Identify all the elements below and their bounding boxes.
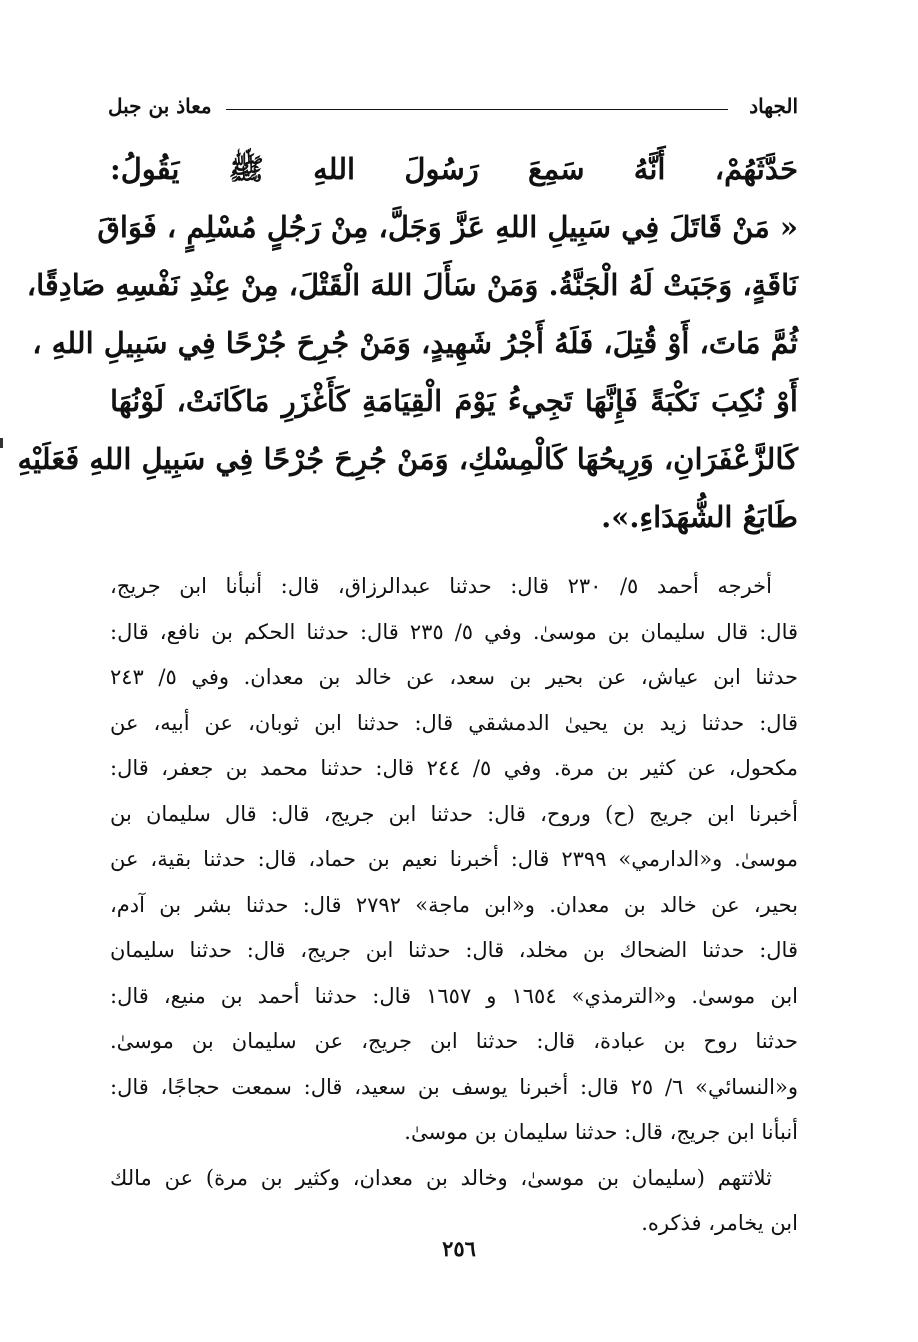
hadith-line: أَوْ نُكِبَ نَكْبَةً فَإِنَّهَا تَجِيءُ يَوْمَ الْقِيَامَةِ كَأَغْزَرِ مَاكَانَتْ، لَوْنُهَا	[110, 384, 798, 418]
takhrij-notes	[110, 564, 798, 1247]
header-rule	[226, 109, 728, 110]
note-line: أنبأنا ابن جريج، قال: حدثنا سليمان بن موسىٰ.	[404, 1120, 798, 1144]
hadith-text	[17, 140, 798, 546]
note-line: مكحول، عن كثير بن مرة. وفي ٥/ ٢٤٤ قال: حدثنا محمد بن جعفر، قال:	[110, 756, 798, 780]
chapter-title: الجهاد	[749, 94, 798, 118]
note-line: و«النسائي» ٦/ ٢٥ قال: أخبرنا يوسف بن سعيد، قال: سمعت حجاجًا، قال:	[110, 1074, 798, 1099]
note-line: قال: قال سليمان بن موسىٰ. وفي ٥/ ٢٣٥ قال: حدثنا الحكم بن نافع، قال:	[110, 619, 799, 644]
hadith-line: حَدَّثَهُمْ، أَنَّهُ سَمِعَ رَسُولَ اللهِ ﷺ يَقُولُ:	[110, 152, 798, 186]
hadith-line: كَالزَّعْفَرَانِ، وَرِيحُهَا كَالْمِسْكِ، وَمَنْ جُرِحَ جُرْحًا فِي سَبِيلِ اللهِ فَعَلَيْهِ	[17, 442, 798, 476]
note-line: بحير، عن خالد بن معدان. و«ابن ماجة» ٢٧٩٢ قال: حدثنا بشر بن آدم،	[110, 892, 798, 917]
note-line: ابن موسىٰ. و«الترمذي» ١٦٥٤ و ١٦٥٧ قال: حدثنا أحمد بن منيع، قال:	[110, 983, 798, 1008]
hadith-line: ثُمَّ مَاتَ، أَوْ قُتِلَ، فَلَهُ أَجْرُ شَهِيدٍ، وَمَنْ جُرِحَ جُرْحًا فِي سَبِيلِ اللهِ ،	[32, 326, 798, 360]
note-line: حدثنا ابن عياش، عن بحير بن سعد، عن خالد بن معدان. وفي ٥/ ٢٤٣	[110, 665, 798, 689]
running-header	[108, 92, 798, 122]
note-line: قال: حدثنا زيد بن يحيىٰ الدمشقي قال: حدثنا ابن ثوبان، عن أبيه، عن	[110, 710, 798, 735]
note-line: ثلاثتهم (سليمان بن موسىٰ، وخالد بن معدان، وكثير بن مرة) عن مالك	[110, 1165, 772, 1190]
page-number: ٢٥٦	[442, 1236, 476, 1261]
note-line: قال: حدثنا الضحاك بن مخلد، قال: حدثنا ابن جريج، قال: حدثنا سليمان	[110, 938, 798, 962]
hadith-line: طَابَعُ الشُّهَدَاءِ.».	[601, 500, 798, 534]
hadith-line: « مَنْ قَاتَلَ فِي سَبِيلِ اللهِ عَزَّ وَجَلَّ، مِنْ رَجُلٍ مُسْلِمٍ ، فَوَاقَ	[97, 210, 798, 244]
note-line: حدثنا روح بن عبادة، قال: حدثنا ابن جريج، عن سليمان بن موسىٰ.	[110, 1029, 798, 1053]
hadith-line: نَاقَةٍ، وَجَبَتْ لَهُ الْجَنَّةُ. وَمَنْ سَأَلَ اللهَ الْقَتْلَ، مِنْ عِنْدِ نَفْسِهِ صَادِقًا،	[26, 268, 798, 302]
companion-name: معاذ بن جبل	[108, 94, 212, 118]
note-line: أخبرنا ابن جريج (ح) وروح، قال: حدثنا ابن جريج، قال: قال سليمان بن	[110, 801, 798, 826]
margin-mark	[0, 438, 3, 448]
note-line: موسىٰ. و«الدارمي» ٢٣٩٩ قال: أخبرنا نعيم بن حماد، قال: حدثنا بقية، عن	[110, 847, 799, 871]
note-line: أخرجه أحمد ٥/ ٢٣٠ قال: حدثنا عبدالرزاق، قال: أنبأنا ابن جريج،	[110, 574, 772, 598]
note-line: ابن يخامر، فذكره.	[641, 1211, 798, 1235]
